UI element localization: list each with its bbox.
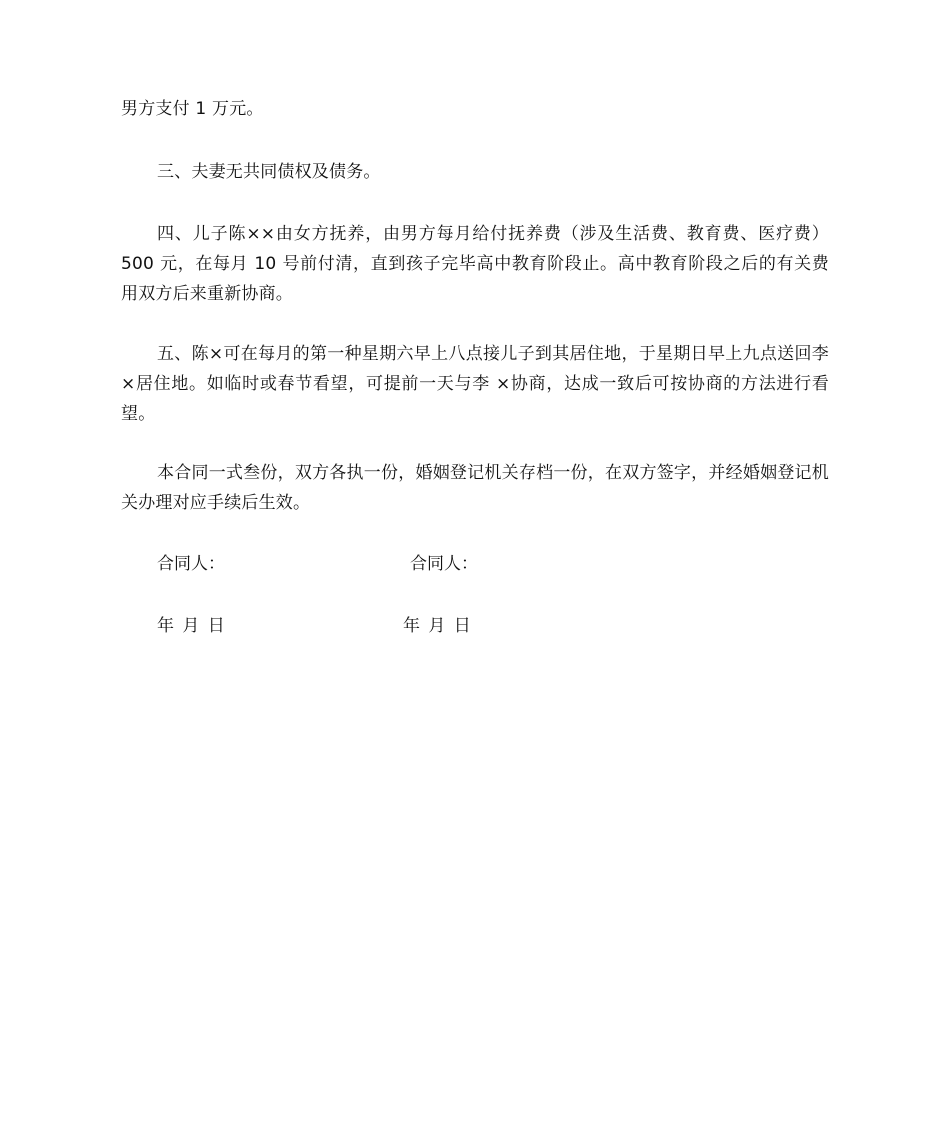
signature-label-left: 合同人： xyxy=(157,554,225,574)
paragraph-clause-three: 三、夫妻无共同债权及债务。 xyxy=(157,162,381,182)
paragraph-contract-validity: 本合同一式叁份，双方各执一份，婚姻登记机关存档一份，在双方签字，并经婚姻登记机关办理对应手续后生效。 xyxy=(121,463,829,513)
date-line-right: 年 月 日 xyxy=(403,616,471,636)
paragraph-payment: 男方支付 1 万元。 xyxy=(121,99,264,119)
paragraph-clause-five: 五、陈×可在每月的第一种星期六早上八点接儿子到其居住地，于星期日早上九点送回李×居住地。如临时或春节看望，可提前一天与李 ×协商，达成一致后可按协商的方法进行看望。 xyxy=(121,344,829,424)
date-line-left: 年 月 日 xyxy=(157,616,225,636)
signature-label-right: 合同人： xyxy=(410,554,478,574)
paragraph-clause-four: 四、儿子陈××由女方抚养，由男方每月给付抚养费（涉及生活费、教育费、医疗费）500 元，在每月 10 号前付清，直到孩子完毕高中教育阶段止。高中教育阶段之后的有关费用双方后来重新协商。 xyxy=(121,224,829,304)
